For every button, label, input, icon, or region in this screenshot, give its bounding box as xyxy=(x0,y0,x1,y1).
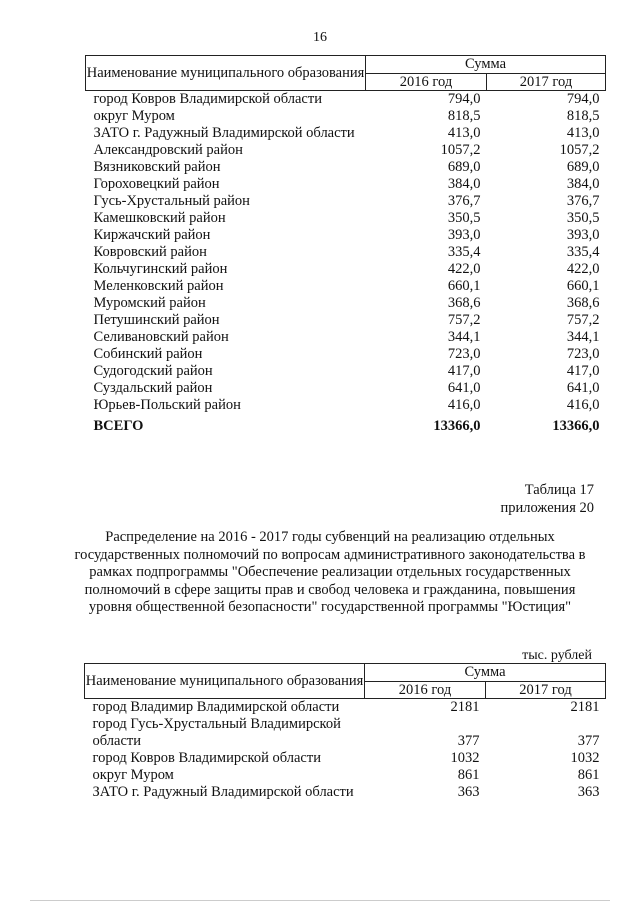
amount-2017: 413,0 xyxy=(566,125,600,141)
municipality-name: Судогодский район xyxy=(93,363,213,379)
table-row xyxy=(86,108,606,125)
amount-2016: 1057,2 xyxy=(440,142,481,158)
section-title: Распределение на 2016 - 2017 годы субвенций на реализацию отдельных государственных полномочий по вопросам административного законодательства в рамках подпрограммы "Обеспечение реализации отдельных государственных полномочий в сфере защиты прав и свобод человека и гражданина, повышения уровня общественной безопасности" государственной программы "Юстиция" xyxy=(74,529,586,615)
table-row xyxy=(86,295,606,312)
amount-2016: 376,7 xyxy=(447,193,481,209)
amount-2016: 689,0 xyxy=(447,159,481,175)
table-row xyxy=(86,312,606,329)
amount-2016: 368,6 xyxy=(447,295,481,311)
municipality-name: Петушинский район xyxy=(93,312,220,328)
municipality-name: Суздальский район xyxy=(93,380,213,396)
municipality-name: Кольчугинский район xyxy=(93,261,228,277)
amount-2017: 417,0 xyxy=(566,363,600,379)
amount-2017: 2181 xyxy=(570,699,600,715)
amount-2016: 417,0 xyxy=(447,363,481,379)
table-row xyxy=(86,227,606,244)
amount-2016: 723,0 xyxy=(447,346,481,362)
municipality-name: Муромский район xyxy=(93,295,206,311)
header-municipality: Наименование муниципального образования xyxy=(86,56,366,91)
amount-2016: 641,0 xyxy=(447,380,481,396)
amount-2016: 818,5 xyxy=(447,108,481,124)
municipality-name: Киржачский район xyxy=(93,227,211,243)
amount-2017: 1032 xyxy=(570,750,600,766)
total-2016: 13366,0 xyxy=(433,418,481,434)
total-2017: 13366,0 xyxy=(552,418,600,434)
table-row xyxy=(86,193,606,210)
table-row xyxy=(86,261,606,278)
amount-2017: 416,0 xyxy=(566,397,600,413)
municipality-name: Вязниковский район xyxy=(93,159,221,175)
municipality-name: округ Муром xyxy=(92,767,174,783)
municipality-name: Ковровский район xyxy=(93,244,207,260)
amount-2017: 723,0 xyxy=(566,346,600,362)
table-row xyxy=(85,767,606,784)
table-row xyxy=(86,397,606,414)
header-sum: Сумма xyxy=(366,56,606,74)
municipality-name: Гороховецкий район xyxy=(93,176,220,192)
amount-2017: 344,1 xyxy=(566,329,600,345)
amount-2016: 335,4 xyxy=(447,244,481,260)
table-row xyxy=(86,346,606,363)
amount-2016: 363 xyxy=(457,784,480,800)
table-row xyxy=(86,159,606,176)
table-row xyxy=(85,750,606,767)
amount-2016: 416,0 xyxy=(447,397,481,413)
municipality-name: Меленковский район xyxy=(93,278,224,294)
municipality-name: Камешковский район xyxy=(93,210,226,226)
municipality-name: ЗАТО г. Радужный Владимирской области xyxy=(93,125,355,141)
amount-2016: 384,0 xyxy=(447,176,481,192)
municipality-name: город Владимир Владимирской области xyxy=(92,699,340,715)
table-body xyxy=(85,699,606,802)
amount-2016: 377 xyxy=(457,733,480,749)
amount-2016: 413,0 xyxy=(447,125,481,141)
table-row xyxy=(86,244,606,261)
municipality-name: Гусь-Хрустальный район xyxy=(93,193,250,209)
amount-2017: 393,0 xyxy=(566,227,600,243)
municipality-name: Селивановский район xyxy=(93,329,229,345)
amount-2016: 2181 xyxy=(450,699,480,715)
allocation-table-16 xyxy=(85,55,606,435)
table-row xyxy=(85,784,606,801)
amount-2017: 384,0 xyxy=(566,176,600,192)
amount-2017: 794,0 xyxy=(566,91,600,107)
table-row xyxy=(85,699,606,717)
total-label: ВСЕГО xyxy=(93,418,144,434)
amount-2017: 350,5 xyxy=(566,210,600,226)
municipality-name: Александровский район xyxy=(93,142,243,158)
table-row xyxy=(86,278,606,295)
appendix-reference: приложения 20 xyxy=(500,500,594,516)
header-2017: 2017 год xyxy=(487,73,606,91)
allocation-table-17 xyxy=(84,663,606,801)
municipality-name: город Ковров Владимирской области xyxy=(92,750,321,766)
header-municipality: Наименование муниципального образования xyxy=(85,664,365,699)
amount-2017: 660,1 xyxy=(566,278,600,294)
table-row xyxy=(86,329,606,346)
amount-2016: 1032 xyxy=(450,750,480,766)
amount-2017: 363 xyxy=(577,784,600,800)
table-row xyxy=(86,210,606,227)
municipality-name: Собинский район xyxy=(93,346,203,362)
total-row xyxy=(86,414,606,435)
units-label: тыс. рублей xyxy=(522,648,592,663)
table-caption xyxy=(501,481,594,517)
header-2017: 2017 год xyxy=(486,681,606,699)
table-row xyxy=(86,380,606,397)
amount-2017: 377 xyxy=(577,733,600,749)
amount-2016: 861 xyxy=(457,767,480,783)
amount-2017: 818,5 xyxy=(566,108,600,124)
amount-2017: 422,0 xyxy=(566,261,600,277)
amount-2017: 689,0 xyxy=(566,159,600,175)
amount-2017: 335,4 xyxy=(566,244,600,260)
table-row xyxy=(85,716,606,750)
amount-2016: 757,2 xyxy=(447,312,481,328)
amount-2017: 757,2 xyxy=(566,312,600,328)
municipality-name: Юрьев-Польский район xyxy=(93,397,241,413)
municipality-name: город Гусь-Хрустальный Владимирской области xyxy=(92,716,341,749)
amount-2016: 794,0 xyxy=(447,91,481,107)
page-number: 16 xyxy=(313,30,327,45)
table-row xyxy=(86,125,606,142)
amount-2016: 350,5 xyxy=(447,210,481,226)
amount-2016: 344,1 xyxy=(447,329,481,345)
table-row xyxy=(86,142,606,159)
amount-2016: 660,1 xyxy=(447,278,481,294)
header-2016: 2016 год xyxy=(366,73,487,91)
table-row xyxy=(86,91,606,109)
municipality-name: ЗАТО г. Радужный Владимирской области xyxy=(92,784,354,800)
amount-2017: 1057,2 xyxy=(559,142,600,158)
amount-2017: 641,0 xyxy=(566,380,600,396)
header-sum: Сумма xyxy=(365,664,606,682)
table-number: Таблица 17 xyxy=(524,482,594,498)
amount-2017: 368,6 xyxy=(566,295,600,311)
table-row xyxy=(86,176,606,193)
header-2016: 2016 год xyxy=(365,681,486,699)
table-body xyxy=(86,91,606,436)
bottom-rule xyxy=(30,900,610,901)
table-row xyxy=(86,363,606,380)
amount-2016: 422,0 xyxy=(447,261,481,277)
amount-2017: 861 xyxy=(577,767,600,783)
amount-2017: 376,7 xyxy=(566,193,600,209)
municipality-name: округ Муром xyxy=(93,108,175,124)
municipality-name: город Ковров Владимирской области xyxy=(93,91,322,107)
amount-2016: 393,0 xyxy=(447,227,481,243)
